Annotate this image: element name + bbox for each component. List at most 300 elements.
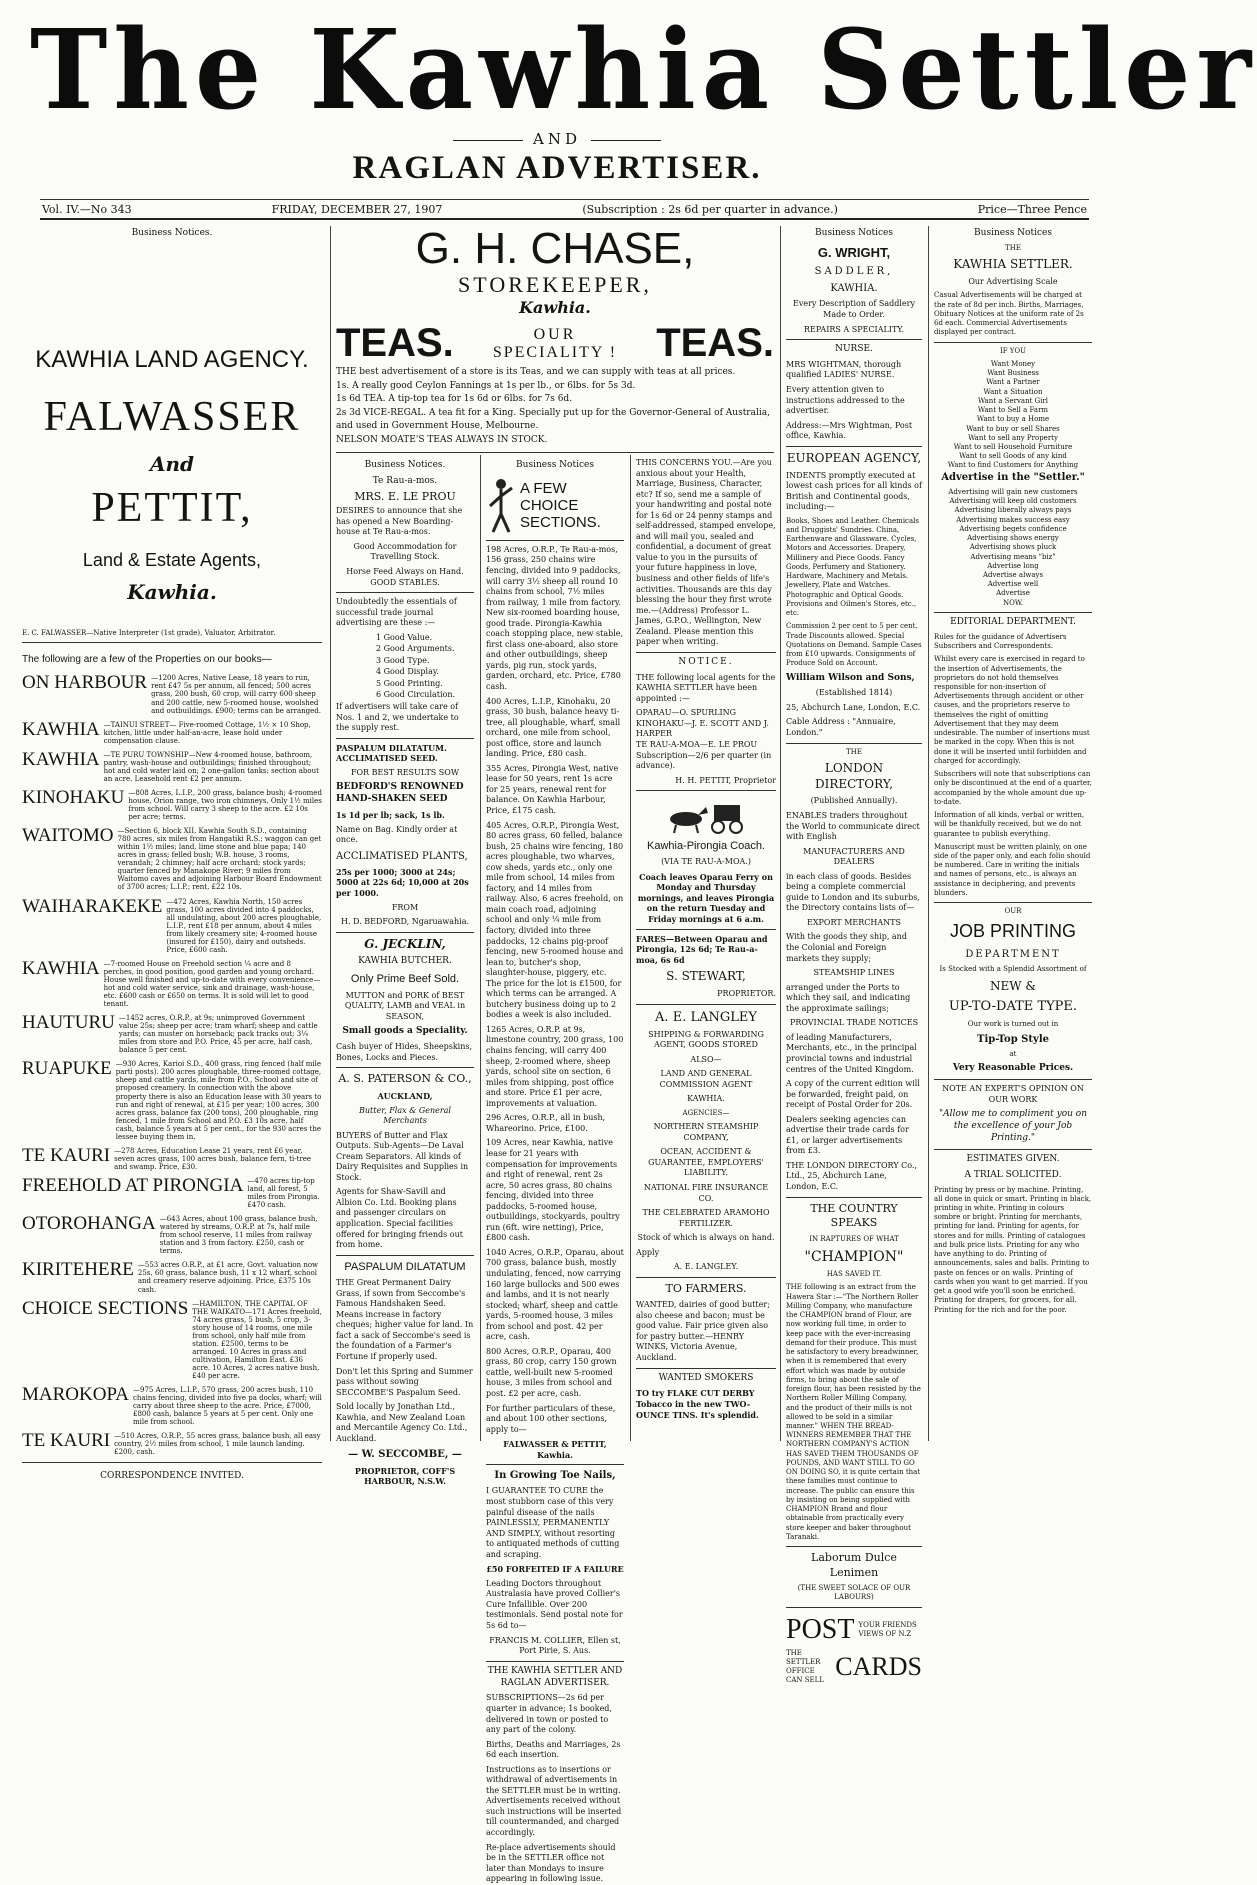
- property-text: —1200 Acres, Native Lease, 18 years to run, rent £47 5s per annum, all fenced; 500 acres grass, 200 bush, 60 crop, will carry 600 sheep and 200 cattle, new 5-roomed house, woolshed and outbuildings. £900; terms can be arranged.: [151, 674, 321, 715]
- divider: [22, 1462, 322, 1463]
- paspalum-heading: PASPALUM DILATATUM. ACCLIMATISED SEED.: [336, 742, 447, 764]
- property-item: [22, 895, 322, 954]
- property-item: [22, 827, 322, 891]
- property-item: [22, 1144, 322, 1171]
- property-text: —TAINUI STREET— Five-roomed Cottage, 1½ × 10 Shop, kitchen, little under half-an-acre, lease hold under compensation clause.: [103, 720, 311, 745]
- essential-item: 6 Good Circulation.: [376, 690, 456, 700]
- paspalum-dont: Don't let this Spring and Summer pass without sowing SECCOMBE'S Paspalum Seed.: [336, 1366, 473, 1397]
- wilson-established: (Established 1814): [815, 688, 893, 698]
- boarding-horses: Horse Feed Always on Hand. GOOD STABLES.: [346, 567, 464, 587]
- property-item: [22, 1432, 322, 1456]
- expert-note: NOTE AN EXPERT'S OPINION ON OUR WORK: [942, 1084, 1084, 1104]
- paterson-name: A. S. PATERSON & CO.,: [338, 1072, 472, 1086]
- advertise-heading: Advertise in the "Settler.": [941, 471, 1085, 483]
- want-item: Want a Partner: [986, 378, 1040, 387]
- nurse-attention: Every attention given to instructions addressed to the advertiser.: [786, 385, 905, 416]
- langley-stock: Stock of which is always on hand.: [637, 1233, 775, 1243]
- property-text: —470 acres tip-top land, all forest, 5 miles from Pirongia. £470 cash.: [247, 1176, 320, 1210]
- divider: [786, 339, 922, 340]
- nurse-name: MRS WIGHTMAN, thorough qualified LADIES' NURSE.: [786, 359, 902, 380]
- section-item: 355 Acres, Pirongia West, native lease for 50 years, rent 1s acre for 25 years, renewal rent for balance. On Kawhia Harbour, Price, £175 cash.: [486, 763, 619, 815]
- column-settler-office: [934, 226, 1092, 1441]
- advertising-line: Advertising will keep old customers: [949, 497, 1077, 506]
- subscription-note: (Subscription : 2s 6d per quarter in advance.): [582, 202, 838, 216]
- agent-item: OPARAU—O. SPURLING: [636, 708, 737, 718]
- editorial-whilst: Whilst every care is exercised in regard to the insertion of Advertisements, the proprietors do not hold themselves responsible for non-insertion of Advertisements through accident or other causes, and the proprietors reserve to themselves the right of omitting Advertisement that they may deem undesirable. The number of insertions must be marked in the copy. When this is not done it will be inserted until forbidden and charged for accordingly.: [934, 655, 1090, 765]
- section-item: 400 Acres, L.I.P., Kinohaku, 20 grass, 30 bush, balance heavy ti-tree, all ploughable, wharf, small orchard, one mile from school, post office, store and launch landing. Price, £80 cash.: [486, 696, 621, 759]
- want-item: Want to find Customers for Anything: [947, 461, 1079, 470]
- advertising-line: Advertising liberally always pays: [954, 506, 1072, 515]
- essentials-list: [336, 633, 474, 701]
- plants-price: 25s per 1000; 3000 at 24s; 5000 at 22s 6d; 10,000 at 20s per 1000.: [336, 866, 469, 898]
- tea-line: 1s 6d TEA. A tip-top tea for 1s 6d or 6lbs. for 7s 6d.: [336, 394, 573, 404]
- essential-item: 3 Good Type.: [376, 655, 430, 665]
- further-particulars: For further particulars of these, and about 100 other sections, apply to—: [486, 1403, 616, 1434]
- laborum-solace: (THE SWEET SOLACE OF OUR LABOURS): [797, 1584, 911, 1602]
- nails-guarantee: I GUARANTEE TO CURE the most stubborn case of this very painful disease of the nails PAINLESSLY, PERMANENTLY AND SIMPLY, without resorting to antiquated methods of cutting and scraping.: [486, 1486, 620, 1559]
- want-item: Want to buy or sell Shares: [966, 424, 1060, 433]
- divider: [486, 1464, 624, 1465]
- advertising-line: Advertising will gain new customers: [948, 487, 1078, 496]
- settler-subscriptions: SUBSCRIPTIONS—2s 6d per quarter in advance; 1s booked, delivered in town or posted to any part of the colony.: [486, 1693, 612, 1735]
- bedford-name: H. D. BEDFORD, Ngaruawahia.: [340, 917, 470, 927]
- divider: [934, 1149, 1092, 1150]
- settler-heading: THE KAWHIA SETTLER AND RAGLAN ADVERTISER.: [487, 1665, 623, 1688]
- property-name: WAIHARAKEKE: [22, 895, 163, 917]
- property-name: OTOROHANGA: [22, 1213, 156, 1235]
- firm-and: And: [149, 451, 195, 476]
- langley-place: KAWHIA.: [687, 1094, 725, 1104]
- properties-intro: The following are a few of the Properties on our books—: [22, 654, 272, 666]
- property-text: —643 Acres, about 100 grass, balance bush, watered by streams, O.R.P. at 7s, half mile from school reserve, 11 miles from railway station and 3 from factory. £250, cash or terms.: [159, 1215, 318, 1256]
- nurse-heading: NURSE.: [835, 344, 873, 355]
- column-rule: [330, 226, 331, 1441]
- property-text: —930 Acres, Karioi S.D., 400 grass, ring fenced (half mile parti posts). 200 acres ploughable, three-roomed cottage, sheep and cattle yards, mile from P.O., School and site of proposed creamery. In connection with the above property there is also an Education lease with 30 years to run and right of renewal, at £15 per year; 100 acres, 300 acres grass, balance fax (200 tons), 200 ploughable, ring fenced, 1 mile from School and P.O. £3 10s acre, half cash, balance 5 years at 5 per cent., for the 930 acres the lessee buying them in.: [115, 1060, 322, 1141]
- divider: [636, 790, 776, 791]
- divider: [934, 902, 1092, 903]
- property-text: —1452 acres, O.R.P., at 9s; unimproved Government value 25s; sheep per acre; tram wharf; sheep and cattle yards; can muster on horseback; pack tracks out; 3¼ miles from store and P.O. Price, 45 per acre, half cash, balance 5 per cent.: [118, 1014, 318, 1055]
- seccombe-proprietor: PROPRIETOR, COFF'S HARBOUR, N.S.W.: [354, 1465, 456, 1487]
- newspaper-title: The Kawhia Settler: [30, 4, 1257, 135]
- wright-repairs: REPAIRS A SPECIALITY.: [803, 324, 905, 334]
- estimates-given: ESTIMATES GIVEN.: [966, 1153, 1060, 1164]
- property-name: WAITOMO: [22, 825, 114, 847]
- laborum-heading: Laborum Dulce Lenimen: [811, 1551, 897, 1579]
- job-our: OUR: [1004, 907, 1022, 916]
- divider: [486, 540, 624, 541]
- mutton-line: MUTTON and PORK of BEST QUALITY, LAMB and VEAL in SEASON,: [344, 990, 466, 1021]
- divider: [786, 1546, 922, 1547]
- section-header: Business Notices: [815, 228, 893, 238]
- farmers-heading: TO FARMERS.: [665, 1281, 747, 1295]
- chase-place: Kawhia.: [519, 298, 591, 317]
- divider: [786, 743, 922, 744]
- printing-poem: Printing by press or by machine. Printing, all done in quick or smart. Printing in black, printing in white. Printing in colours sombre or bright. Printing for merchants, printing for land. Printing for agents, for stores and for mills. Printing of catalogues and bulk price lists. Printing for any who have anything to do. Printing of announcements, sales and balls. Printing to paste on fences or on walls. Printing of cards when you want to get married. If you get a good wife you'll soon be enriched. Printing for drapers, for grocers, for all. Printing for the rich and for the poor.: [934, 1185, 1092, 1314]
- speciality-label: SPECIALITY !: [492, 343, 618, 361]
- smokers-body: TO try FLAKE CUT DERBY Tobacco in the new TWO-OUNCE TINS. It's splendid.: [636, 1388, 759, 1420]
- want-item: Want to sell any Property: [968, 433, 1058, 442]
- langley-name: A. E. LANGLEY: [655, 1009, 757, 1025]
- expert-quote: "Allow me to compliment you on the excellence of your Job Printing.": [938, 1109, 1088, 1143]
- paspalum-sold: Sold locally by Jonathan Ltd., Kawhia, and New Zealand Loan and Mercantile Agency Co. Ltd., Auckland.: [336, 1402, 468, 1443]
- cards-heading: CARDS: [835, 1651, 922, 1681]
- settler-scale: Our Advertising Scale: [968, 276, 1058, 286]
- agency-ocean: OCEAN, ACCIDENT & GUARANTEE, EMPLOYERS' LIABILITY.: [648, 1147, 764, 1178]
- if-you: IF YOU: [999, 346, 1027, 355]
- advertising-line: Advertising shows energy: [967, 534, 1059, 543]
- property-text: —472 Acres, Kawhia North, 150 acres grass, 100 acres divided into 4 paddocks, all undulating, about 200 acres ploughable, L.I.P., rent £18 per annum, about 4 miles from likely creamery site; 4-roomed house (insured for £150), dairy and outsheds. Price, £600 cash.: [166, 897, 322, 954]
- property-name: FREEHOLD AT PIRONGIA: [22, 1174, 244, 1196]
- masthead-and: AND: [0, 130, 1114, 148]
- wright-role: SADDLER,: [814, 266, 894, 278]
- teas-left: TEAS.: [336, 321, 454, 365]
- paspalum-body: THE Great Permanent Dairy Grass, if sown from Seccombe's Famous Handshaken Seed. Means increase in factory cheques; higher value for land. In fact a sack of Seccombe's seed is the foundation of a Farmer's Fortune if properly used.: [336, 1278, 474, 1361]
- settler-instructions: Instructions as to insertions or withdrawal of advertisements in the SETTLER must be in writing. Advertisements received without such instructions will be inserted till countermanded, and charged accordingly.: [486, 1764, 622, 1837]
- advertising-line: Advertising shows pluck: [969, 543, 1057, 552]
- paterson-agents: Agents for Shaw-Savill and Albion Co. Ltd. Booking plans and passenger circulars on application. Special facilities offered for bringing friends out from home.: [336, 1187, 463, 1250]
- issue-date: FRIDAY, DECEMBER 27, 1907: [271, 202, 443, 216]
- nails-forfeit: £50 FORFEITED IF A FAILURE: [486, 1564, 624, 1575]
- jecklin-name: G. JECKLIN,: [364, 936, 446, 951]
- divider: [934, 1079, 1092, 1080]
- property-name: KAWHIA: [22, 957, 100, 979]
- langley-also: ALSO—: [690, 1054, 722, 1064]
- firm-place: Kawhia.: [127, 579, 217, 604]
- property-list: [22, 674, 322, 1456]
- boarding-accommodation: Good Accommodation for Travelling Stock.: [353, 541, 457, 562]
- property-name: KAWHIA: [22, 748, 100, 770]
- bedford-seed: BEDFORD'S RENOWNED HAND-SHAKEN SEED: [336, 782, 464, 805]
- coach-body: Coach leaves Oparau Ferry on Monday and Thursday mornings, and leaves Pirongia on the return Tuesday and Friday mornings at 6 a.m.: [637, 871, 775, 924]
- job-new: NEW &: [989, 978, 1037, 993]
- agency-aramoho: THE CELEBRATED ARAMOHO FERTILIZER.: [642, 1208, 770, 1228]
- divider: [336, 1067, 474, 1068]
- job-at: at: [1009, 1049, 1017, 1058]
- property-name: TE KAURI: [22, 1144, 111, 1166]
- paterson-merchants: Butter, Flax & General Merchants: [359, 1105, 451, 1126]
- seccombe-name: — W. SECCOMBE, —: [348, 1449, 462, 1461]
- property-name: RUAPUKE: [22, 1058, 112, 1080]
- coach-fares: FARES—Between Oparau and Pirongia, 12s 6d; Te Rau-a-moa, 6s 6d: [636, 933, 768, 965]
- agency-national: NATIONAL FIRE INSURANCE CO.: [643, 1182, 769, 1203]
- editorial-information: Information of all kinds, verbal or written, will be thankfully received, but we do not guarantee to publish everything.: [934, 811, 1085, 838]
- job-tiptop: Tip-Top Style: [977, 1033, 1049, 1045]
- section-header: Business Notices.: [364, 460, 446, 470]
- advertising-line: Advertise: [996, 589, 1030, 598]
- directory-published: (Published Annually).: [810, 796, 898, 806]
- section-item: 296 Acres, O.R.P., all in bush, Whareorino. Price, £100.: [486, 1113, 606, 1133]
- nails-leading: Leading Doctors throughout Australasia have proved Collier's Cure Infallible. Over 200 testimonials. Send postal note for 5s 6d to—: [486, 1578, 623, 1631]
- chase-advertisement: [336, 226, 774, 451]
- divider: [786, 1607, 922, 1608]
- paspalum-best: FOR BEST RESULTS SOW: [350, 767, 460, 777]
- property-name: KAWHIA: [22, 718, 100, 740]
- section-item: 405 Acres, O.R.P., Pirongia West, 80 acres grass, 60 felled, balance bush, 25 chains wire fencing, 180 acres ploughable, two wharves, cow sheds, yards etc., only one mile from school, 14 miles from factory, and 14 miles from railway. Also, 6 acres freehold, on main coach road, adjoining school and only ¼ mile from factory, divided into three paddocks, 12 chains pig-proof fencing, new 5-roomed house and lean to, butcher's shop, slaughter-house, piggery, etc. The price for the lot is £1500, for which terms can be arranged. A butchery business doing up to 2 bodies a week is also included.: [486, 820, 624, 1020]
- property-text: —278 Acres, Education Lease 21 years, rent £6 year, seven acres grass, 100 acres bush, balance fern, ti-tree and swamp. Price, £30.: [114, 1146, 312, 1171]
- stewart-name: S. STEWART,: [666, 969, 746, 984]
- directory-export: EXPORT MERCHANTS: [807, 917, 901, 927]
- directory-provincial: PROVINCIAL TRADE NOTICES: [789, 1018, 919, 1028]
- want-item: Want a Servant Girl: [977, 396, 1049, 405]
- advertising-list: [934, 488, 1092, 608]
- directory-steamship: STEAMSHIP LINES: [813, 968, 895, 978]
- want-item: Want to Sell a Farm: [977, 406, 1049, 415]
- property-item: [22, 748, 322, 783]
- hides-line: Cash buyer of Hides, Sheepskins, Bones, Locks and Pieces.: [336, 1042, 473, 1062]
- langley-land: LAND AND GENERAL COMMISSION AGENT: [659, 1069, 753, 1089]
- wants-list: [934, 360, 1092, 471]
- chase-name: G. H. CHASE,: [415, 224, 695, 273]
- paspalum-heading-2: PASPALUM DILATATUM: [344, 1260, 466, 1273]
- stewart-role: PROPRIETOR.: [717, 989, 776, 998]
- directory-manufacturers: MANUFACTURERS AND DEALERS: [803, 846, 905, 867]
- our-label: OUR: [533, 325, 577, 343]
- wright-place: KAWHIA.: [830, 283, 878, 295]
- property-name: ON HARBOUR: [22, 672, 148, 694]
- want-item: Want a Situation: [983, 387, 1043, 396]
- tea-line: 1s. A really good Ceylon Fannings at 1s per lb., or 6lbs. for 5s 3d.: [336, 380, 636, 391]
- european-goods: Books, Shoes and Leather. Chemicals and Druggists' Sundries. China, Earthenware and Glassware. Cycles, Motors and Accessories. Drapery, Millinery and Piece Goods. Fancy Goods, Perfumery and Stationery. Hardware, Machinery and Metals. Jewellery, Plate and Watches. Photographic and Optical Goods. Provisions and Oilmen's Stores, etc., etc.: [786, 516, 919, 618]
- divider: [336, 932, 474, 933]
- advertising-line: Advertising makes success easy: [956, 515, 1070, 524]
- beef-line: Only Prime Beef Sold.: [350, 973, 460, 986]
- divider: [786, 446, 922, 447]
- property-name: HAUTURU: [22, 1012, 115, 1034]
- collier-address: FRANCIS M. COLLIER, Ellen st, Port Pirie, S. Aus.: [489, 1635, 621, 1656]
- settler-the: THE: [1005, 243, 1021, 252]
- nurse-address: Address:—Mrs Wightman, Post office, Kawhia.: [786, 420, 913, 441]
- small-goods: Small goods a Speciality.: [342, 1026, 468, 1037]
- column-saddler-directory: [786, 226, 922, 1685]
- want-item: Want to sell Goods of any kind: [959, 452, 1067, 461]
- european-heading: EUROPEAN AGENCY,: [786, 450, 922, 465]
- settler-births: Births, Deaths and Marriages, 2s 6d each insertion.: [486, 1739, 621, 1760]
- divider: [336, 452, 774, 453]
- essentials-end: If advertisers will take care of Nos. 1 and 2, we undertake to the supply rest.: [336, 702, 459, 733]
- job-type: UP-TO-DATE TYPE.: [948, 999, 1078, 1015]
- chase-tea-list: [336, 366, 774, 447]
- divider: [336, 738, 474, 739]
- advertising-line: Advertise long: [987, 561, 1039, 570]
- section-item: 198 Acres, O.R.P., Te Rau-a-mos, 156 grass, 250 chains wire fencing, divided into 9 paddocks, will carry 3½ sheep all round 10 chains from school, 7½ miles from railway, 1 mile from factory. New six-roomed boarding house, good trade. Pirongia-Kawhia coach stopping place, new stable, first class one-aboard, also store and other outbuildings, sheep yards, pig run, stock yards, garden, orchard, etc. Price, £780 cash.: [486, 544, 624, 691]
- tea-line: THE best advertisement of a store is its Teas, and we can supply with teas at all prices.: [336, 367, 736, 377]
- column-rule: [630, 455, 631, 1441]
- property-name: CHOICE SECTIONS: [22, 1297, 189, 1319]
- post-settler-office: THE SETTLER OFFICE CAN SELL: [786, 1648, 824, 1685]
- agents-list: [636, 708, 776, 750]
- langley-signoff: A. E. LANGLEY.: [673, 1262, 739, 1272]
- directory-provincial-body: of leading Manufacturers, Merchants, etc., in the principal provincial towns and industrial centres of the United Kingdom.: [786, 1032, 917, 1074]
- essentials-intro: Undoubtedly the essentials of successful trade journal advertising are these :—: [336, 597, 457, 628]
- editorial-rules: Rules for the guidance of Advertisers Subscribers and Correspondents.: [934, 632, 1067, 651]
- property-text: —975 Acres, L.I.P., 570 grass, 200 acres bush, 110 chains fencing, divided into five pa docks, wharf; will carry about three sheep to the acre. Price, £7000, £800 cash, balance 5 years at 5 per cent. Only one mile from school.: [133, 1386, 322, 1427]
- section-item: 109 Acres, near Kawhia, native lease for 21 years with compensation for improvements and right of renewal, rent 2s acre, 50 acres grass, 80 chains fencing, divided into three paddocks, 5-roomed house, outbuildings, stockyards, poultry run (6ft. wire netting), Price, £800 cash.: [486, 1138, 620, 1243]
- want-item: Want to buy a Home: [976, 415, 1050, 424]
- post-friends: YOUR FRIENDS VIEWS OF N.Z: [858, 1620, 917, 1639]
- masthead: [30, 4, 1257, 135]
- correspondence-note: CORRESPONDENCE INVITED.: [100, 1471, 244, 1482]
- property-item: [22, 674, 322, 714]
- divider: [636, 1368, 776, 1369]
- boarding-place: Te Rau-a-mos.: [372, 475, 438, 486]
- directory-the: THE: [846, 747, 862, 756]
- notice-body: THE following local agents for the KAWHIA SETTLER have been appointed :—: [636, 672, 776, 703]
- sections-firm: FALWASSER & PETTIT, Kawhia.: [503, 1439, 607, 1460]
- directory-heading: LONDON DIRECTORY,: [814, 760, 894, 791]
- paterson-buyers: BUYERS of Butter and Flax Outputs. Sub-Agents—De Laval Cream Separators. All kinds of Dairy Requisites and Supplies in Stock.: [336, 1130, 469, 1182]
- property-item: [22, 1215, 322, 1255]
- property-item: [22, 1261, 322, 1293]
- essential-item: 1 Good Value.: [376, 632, 433, 642]
- directory-steamship-body: arranged under the Ports to which they sail, and indicating the approximate sailings;: [786, 982, 911, 1013]
- agency-name: KAWHIA LAND AGENCY.: [35, 345, 309, 373]
- firm-name-pettit: PETTIT,: [91, 485, 253, 532]
- european-commission: Commission 2 per cent to 5 per cent. Trade Discounts allowed. Special Quotations on Demand. Sample Cases from £10 upwards. Consignments of Produce Sold on Account.: [786, 622, 922, 668]
- job-stocked: Is Stocked with a Splendid Assortment of: [939, 965, 1087, 974]
- teas-right: TEAS.: [656, 321, 774, 365]
- man-figure-icon: [486, 476, 516, 536]
- divider: [336, 592, 474, 593]
- langley-apply: Apply: [636, 1247, 660, 1257]
- divider: [934, 342, 1092, 343]
- agency-northern: NORTHERN STEAMSHIP COMPANY,: [653, 1122, 759, 1142]
- editorial-subscribers: Subscribers will note that subscriptions can only be discontinued at the end of a quarter, accompanied by the whole amount due up-to-date.: [934, 770, 1092, 806]
- property-text: —HAMILTON, THE CAPITAL OF THE WAIKATO—171 Acres freehold, 74 acres grass, 5 bush, 5 crop, 3-story house of 14 rooms, one mile from school, only half mile from station. £2500, terms to be arranged. 10 Acres in grass and cultivation, Hamilton East. £36 acre. 10 Acres, 2 acres native bush, £40 per acre.: [192, 1299, 322, 1380]
- divider: [486, 1661, 624, 1662]
- column-land-agency: [22, 226, 322, 1482]
- directory-copy: A copy of the current edition will be forwarded, freight paid, on receipt of Postal Order for 20s.: [786, 1079, 920, 1110]
- essential-item: 2 Good Arguments.: [376, 644, 455, 654]
- trial-solicited: A TRIAL SOLICITED.: [964, 1169, 1062, 1180]
- directory-dealers: Dealers seeking agencies can advertise their trade cards for £1, or larger advertisements from £3.: [786, 1114, 909, 1156]
- section-header: Business Notices: [974, 228, 1052, 238]
- column-rule: [780, 226, 781, 1441]
- bedford-price: 1s 1d per lb; sack, 1s lb.: [336, 810, 445, 821]
- agent-item: TE RAU-A-MOA—E. LE PROU: [636, 740, 758, 749]
- property-item: [22, 718, 322, 745]
- divider: [636, 652, 776, 653]
- agent-item: KINOHAKU—J. E. SCOTT AND J. HARPER: [636, 718, 769, 739]
- section-header: Business Notices: [516, 460, 594, 470]
- horse-coach-icon: [636, 795, 776, 835]
- directory-enables: ENABLES traders throughout the World to communicate direct with English: [786, 811, 920, 842]
- want-item: Want to sell Household Furniture: [953, 443, 1073, 451]
- editorial-manuscript: Manuscript must be written plainly, on one side of the paper only, and each folio should be numbered. Care in writing the initials and names of persons, etc., is always an assistance in deciphering, and prevents blunders.: [934, 842, 1091, 897]
- column-rule: [480, 455, 481, 1441]
- butcher-label: KAWHIA BUTCHER.: [358, 956, 452, 967]
- directory-company: THE LONDON DIRECTORY Co., Ltd., 25, Abchurch Lane, London, E.C.: [786, 1160, 918, 1191]
- divider: [636, 929, 776, 930]
- wilson-name: William Wilson and Sons,: [786, 672, 915, 683]
- langley-shipping: SHIPPING & FORWARDING AGENT, GOODS STORED: [648, 1029, 764, 1050]
- property-text: —7-roomed House on Freehold section ¼ acre and 8 perches, in good position, good garden and young orchard. House well finished and up-to-date with every convenience—hot and cold water service, sink and drainage, wash-house, etc. £600 cash or £650 on terms. It is sold will let to good tenant.: [103, 959, 321, 1009]
- column-notices: [636, 458, 776, 1441]
- agents-subscription: Subscription—2/6 per quarter (in advance).: [636, 750, 772, 771]
- bedford-from: FROM: [391, 902, 419, 912]
- divider: [934, 612, 1092, 613]
- property-text: —TE PURU TOWNSHIP—New 4-roomed house, bathroom, pantry, wash-house and outbuildings; finished throughout; hot and cold water laid on; 2 one-gallon tanks; section about an acre. Leasehold rent £2 per annum.: [103, 750, 319, 783]
- concerns-you: THIS CONCERNS YOU.—Are you anxious about your Health, Marriage, Business, Character, etc? If so, send me a sample of your handwriting and postal note for 1s 6d or 24 penny stamps and self-addressed, stamped envelope, and will mail you, sealed and confidential, a document of great value to you in the pursuits of your future happiness in love, business and other fields of life's activities. Thousands are this day blessing the hour they first wrote me.—(Address) Professor L. James, G.P.O., Wellington, New Zealand. Please mention this paper when writing.: [636, 458, 776, 647]
- few-sections-heading: A FEW CHOICE SECTIONS.: [520, 480, 601, 532]
- property-item: [22, 957, 322, 1009]
- want-item: Want Business: [987, 369, 1039, 378]
- tea-line: 2s 3d VICE-REGAL. A tea fit for a King. Specially put up for the Governor-General of Australia, and used in Government House, Melbourne.: [336, 407, 770, 431]
- champion-brand: "CHAMPION": [804, 1248, 904, 1265]
- valuator-line: E. C. FALWASSER—Native Interpreter (1st grade), Valuator, Arbitrator.: [22, 628, 276, 637]
- farmers-wanted: WANTED, dairies of good butter; also cheese and bacon; must be good value. Fair price given also for pastry butter.—HENRY WINKS, Victoria Avenue, Auckland.: [636, 1300, 770, 1363]
- agents-proprietor: H. H. PETTIT, Proprietor: [675, 775, 776, 785]
- plants-heading: ACCLIMATISED PLANTS,: [336, 850, 468, 862]
- paterson-city: AUCKLAND,: [377, 1090, 433, 1101]
- essential-item: 4 Good Display.: [376, 667, 439, 677]
- divider: [22, 642, 322, 643]
- smokers-heading: WANTED SMOKERS: [658, 1372, 754, 1383]
- langley-agencies: AGENCIES—: [682, 1108, 730, 1117]
- property-item: [22, 1386, 322, 1426]
- property-item: [22, 1060, 322, 1140]
- section-item: 1040 Acres, O.R.P., Oparau, about 700 grass, balance bush, mostly undulating, fenced, now carrying 160 large bullocks and 500 ewes and lambs, and it is not nearly stocked; wharf, sheep and cattle yards, 5-roomed house, 3 miles from school and post. 42 per acre, cash.: [486, 1247, 624, 1342]
- wilson-address: 25, Abchurch Lane, London, E.C.: [786, 702, 921, 712]
- tea-line: NELSON MOATE'S TEAS ALWAYS IN STOCK.: [336, 434, 548, 445]
- column-rule: [928, 226, 929, 1441]
- champion-saved: HAS SAVED IT.: [826, 1270, 882, 1279]
- boarding-body: DESIRES to announce that she has opened a New Boarding-house at Te Rau-a-mos.: [336, 506, 463, 537]
- job-prices: Very Reasonable Prices.: [952, 1063, 1074, 1074]
- want-item: Want Money: [990, 359, 1036, 368]
- section-item: 800 Acres, O.R.P., Oparau, 400 grass, 80 crop, carry 150 grown cattle, well-built new 5-roomed house, 3 miles from school and post. £2 per acre, cash.: [486, 1346, 617, 1398]
- property-name: KIRITEHERE: [22, 1259, 134, 1281]
- settler-rates: Casual Advertisements will be charged at the rate of 8d per inch. Births, Marriages, Obituary Notices at the uniform rate of 2s 6d each. Commercial Advertisements displayed per contract.: [934, 291, 1084, 337]
- wilson-cable: Cable Address : "Annuaire, London.": [786, 717, 896, 738]
- editorial-heading: EDITORIAL DEPARTMENT.: [950, 616, 1076, 627]
- property-item: [22, 1014, 322, 1054]
- chase-role: STOREKEEPER,: [458, 272, 652, 297]
- property-name: TE KAURI: [22, 1430, 111, 1452]
- section-header: Business Notices.: [131, 228, 213, 238]
- champion-heading: THE COUNTRY SPEAKS: [810, 1201, 898, 1230]
- divider: [636, 1004, 776, 1005]
- wright-every: Every Description of Saddlery Made to Order.: [793, 299, 915, 319]
- notice-heading: NOTICE.: [678, 656, 734, 667]
- settler-copies: Re-place advertisements should be in the SETTLER office not later than Mondays to insure appearing in following issue.: [486, 1842, 616, 1884]
- advertising-line: Advertise well: [987, 580, 1039, 589]
- wright-name: G. WRIGHT,: [817, 244, 891, 260]
- advertising-line: NOW.: [1002, 598, 1024, 607]
- advertising-line: Advertising begets confidence: [959, 524, 1067, 533]
- dateline: [40, 199, 1089, 220]
- firm-role: Land & Estate Agents,: [82, 549, 262, 570]
- essential-item: 5 Good Printing.: [376, 678, 443, 688]
- divider: [636, 1277, 776, 1278]
- job-department: DEPARTMENT: [965, 949, 1061, 961]
- advertising-line: Advertising means "biz": [970, 552, 1056, 561]
- property-text: —Section 6, block XII, Kawhia South S.D., containing 780 acres, six miles from Hangatiki R.S.; waggon can get within 1½ miles; land, lime stone and blue papa; 140 acres in grass; felled bush; W.B. house, 3 rooms, verandah; 2 chimney; half acre orchard; stock yards; quarter fenced by Manakope River; 9 miles from Waitomo caves and adjoining Harbour Board Endowment of 3700 acres; L.I.P.; rent, £22 10s.: [117, 827, 322, 892]
- directory-export-body: With the goods they ship, and the Colonial and Foreign markets they supply;: [786, 932, 907, 963]
- divider: [336, 1255, 474, 1256]
- advertising-line: Advertise always: [982, 571, 1044, 579]
- issue-price: Price—Three Pence: [977, 202, 1087, 216]
- property-name: MAROKOPA: [22, 1384, 129, 1406]
- property-text: —510 Acres, O.R.P., 55 acres grass, balance bush, all easy country, 2½ miles from school, 1 mile launch landing. £200, cash.: [114, 1432, 321, 1457]
- volume-number: Vol. IV.—No 343: [42, 202, 132, 216]
- boarding-owner: MRS. E. LE PROU: [354, 489, 456, 503]
- champion-raptures: IN RAPTURES OF WHAT: [809, 1234, 899, 1243]
- property-text: —553 acres O.R.P., at £1 acre, Govt. valuation now 25s, 60 grass, balance bush, 11 x 12 wharf, school and creamery reserve adjoining. Price, £375 10s cash.: [137, 1261, 319, 1294]
- european-indents: INDENTS promptly executed at lowest cash prices for all kinds of British and Continental goods, including:—: [786, 470, 922, 512]
- job-printing-heading: JOB PRINTING: [949, 921, 1076, 942]
- coach-heading: Kawhia-Pirongia Coach.: [646, 839, 765, 852]
- job-turned: Our work is turned out in: [967, 1019, 1059, 1028]
